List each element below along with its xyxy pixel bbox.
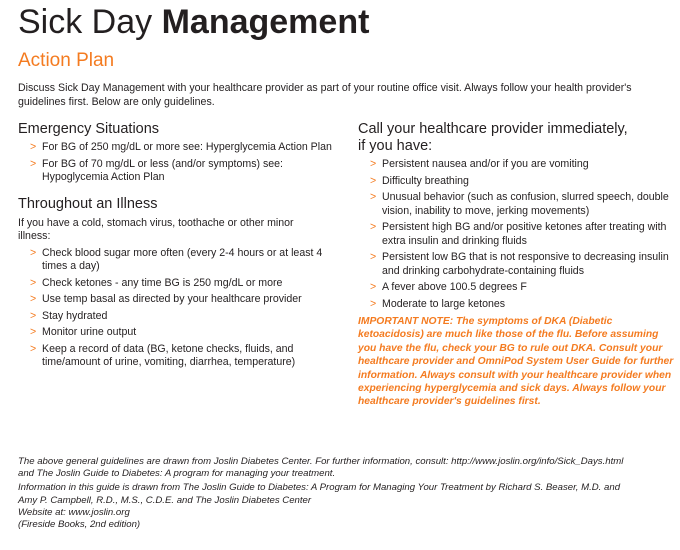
footer-sources	[18, 456, 668, 531]
footer-line: (Fireside Books, 2nd edition)	[18, 519, 141, 531]
list-item: > Persistent low BG that is not responsive to decreasing insulin and drinking carbohydrate-containing fluids	[370, 251, 669, 277]
list-item: > A fever above 100.5 degrees F	[370, 281, 527, 293]
list-item: > Difficulty breathing	[370, 174, 469, 187]
chevron-right-icon: >	[370, 158, 377, 170]
footer-line: Amy P. Campbell, R.D., M.S., C.D.E. and The Joslin Diabetes Center	[18, 494, 312, 506]
page-title-bold: Management	[161, 3, 370, 41]
list-item: > Unusual behavior (such as confusion, slurred speech, double vision, inability to move, jerking movements)	[370, 191, 669, 217]
chevron-right-icon: >	[30, 342, 37, 355]
list-item: > For BG of 250 mg/dL or more see: Hyperglycemia Action Plan	[30, 141, 332, 153]
left-column	[18, 121, 333, 373]
chevron-right-icon: >	[30, 309, 37, 322]
list-item: > Check blood sugar more often (every 2-4 hours or at least 4 times a day)	[30, 246, 323, 272]
right-column	[358, 121, 673, 409]
chevron-right-icon: >	[30, 326, 37, 338]
chevron-right-icon: >	[370, 174, 377, 187]
chevron-right-icon: >	[30, 141, 37, 153]
chevron-right-icon: >	[370, 221, 377, 233]
page-title	[18, 2, 369, 42]
chevron-right-icon: >	[30, 293, 37, 305]
page-subtitle: Action Plan	[18, 50, 115, 71]
list-item: > Check ketones - any time BG is 250 mg/dL or more	[30, 276, 283, 289]
chevron-right-icon: >	[370, 251, 377, 263]
list-item: > Stay hydrated	[30, 309, 108, 322]
chevron-right-icon: >	[30, 246, 37, 259]
list-item: > Persistent nausea and/or if you are vomiting	[370, 158, 589, 170]
list-item: > Moderate to large ketones	[370, 297, 506, 310]
list-item: > Use temp basal as directed by your healthcare provider	[30, 293, 302, 305]
illness-lead: If you have a cold, stomach virus, toothache or other minor illness:	[18, 216, 294, 242]
list-item: > Keep a record of data (BG, ketone checks, fluids, and time/amount of urine, vomiting, diarrhea, temperature)	[30, 342, 296, 368]
page-title-light: Sick Day	[18, 3, 162, 41]
footer-line: Information in this guide is drawn from The Joslin Guide to Diabetes: A Program for Managing Your Treatment by Richard S. Beaser, M.D. and	[18, 482, 621, 494]
list-item: > Persistent high BG and/or positive ketones after treating with extra insulin and drinking fluids	[370, 221, 667, 247]
call-provider-list	[358, 158, 673, 311]
important-note: IMPORTANT NOTE: The symptoms of DKA (Diabetic ketoacidosis) are much like those of the flu. Before assuming you have the flu, check your BG to rule out DKA. Consult your healthcare provider and OmniPod System User Guide for further information. Always consult with your healthcare provider when experiencing hyperglycemia and sick days. Always follow your healthcare provider's guidelines first.	[358, 316, 674, 408]
chevron-right-icon: >	[30, 157, 37, 170]
intro-text: Discuss Sick Day Management with your healthcare provider as part of your routine office visit. Always follow your health provider's guidelines first. Below are only guidelines.	[18, 82, 632, 108]
list-item: > Monitor urine output	[30, 326, 137, 338]
chevron-right-icon: >	[370, 297, 377, 310]
footer-line: and The Joslin Guide to Diabetes: A program for managing your treatment.	[18, 468, 336, 480]
chevron-right-icon: >	[30, 276, 37, 289]
chevron-right-icon: >	[370, 281, 377, 293]
footer-line: Website at: www.joslin.org	[18, 506, 130, 518]
emergency-heading: Emergency Situations	[18, 121, 160, 137]
chevron-right-icon: >	[370, 191, 377, 203]
call-provider-heading: Call your healthcare provider immediately, if you have:	[358, 121, 628, 154]
illness-heading: Throughout an Illness	[18, 195, 158, 212]
illness-list	[18, 247, 333, 370]
list-item: > For BG of 70 mg/dL or less (and/or symptoms) see: Hypoglycemia Action Plan	[30, 157, 283, 183]
footer-line: The above general guidelines are drawn from Joslin Diabetes Center. For further information, consult: http://www.joslin.org/info/Sick_Days.html	[18, 456, 624, 467]
emergency-list	[18, 141, 333, 185]
